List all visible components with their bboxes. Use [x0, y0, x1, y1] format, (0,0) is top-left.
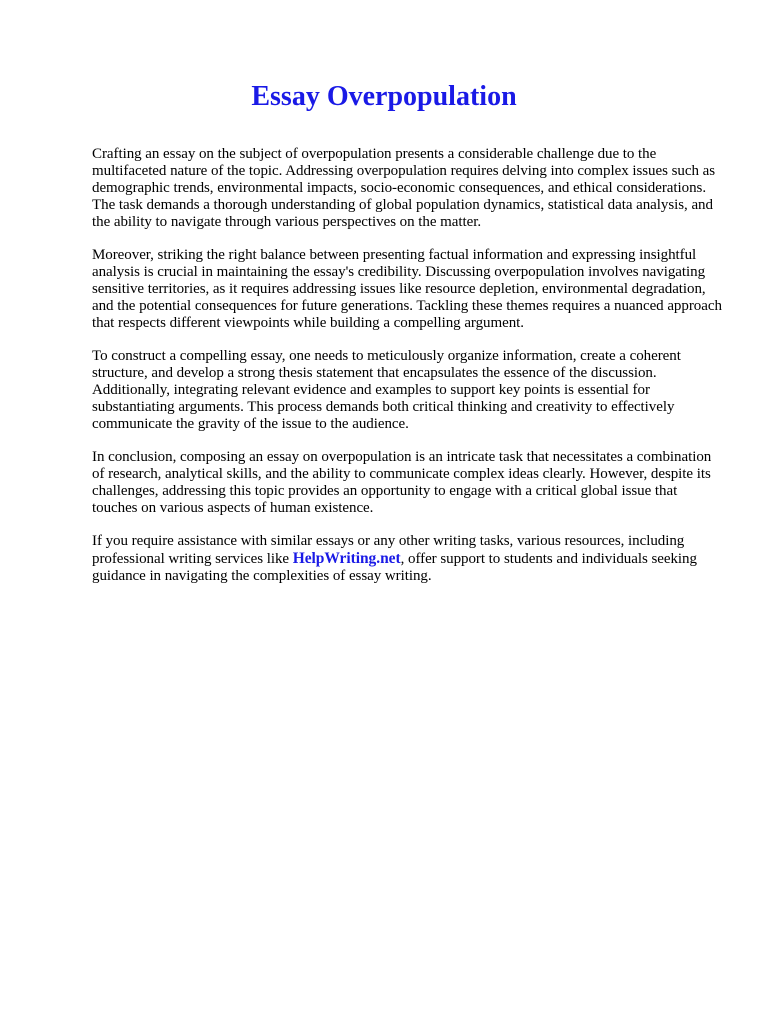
paragraph-5-closing-text: , offer support to students and individuals seeking guidance in navigating the complexities of essay writing.: [92, 551, 697, 584]
paragraph-4: In conclusion, composing an essay on overpopulation is an intricate task that necessitates a combination of research, analytical skills, and the ability to communicate complex ideas clearly. However, despite its challenges, addressing this topic provides an opportunity to engage with a critical global issue that touches on various aspects of human existence.: [92, 449, 712, 516]
essay-body: [92, 146, 724, 601]
paragraph-3: To construct a compelling essay, one needs to meticulously organize information, create a coherent structure, and develop a strong thesis statement that encapsulates the essence of the discussion. Additionally, integrating relevant evidence and examples to support key points is essential for substantiating arguments. This process demands both critical thinking and creativity to effectively communicate the gravity of the issue to the audience.: [92, 348, 681, 432]
paragraph-5: [92, 533, 724, 585]
paragraph-5-intro-text: If you require assistance with similar essays or any other writing tasks, various resources, including professional writing services like: [92, 533, 685, 567]
paragraph-1: Crafting an essay on the subject of overpopulation presents a considerable challenge due to the multifaceted nature of the topic. Addressing overpopulation requires delving into complex issues such as demographic trends, environmental impacts, socio-economic consequences, and ethical considerations. The task demands a thorough understanding of global population dynamics, statistical data analysis, and the ability to navigate through various perspectives on the matter.: [92, 146, 715, 230]
paragraph-2: Moreover, striking the right balance between presenting factual information and expressing insightful analysis is crucial in maintaining the essay's credibility. Discussing overpopulation involves navigating sensitive territories, as it requires addressing issues like resource depletion, environmental degradation, and the potential consequences for future generations. Tackling these themes requires a nuanced approach that respects different viewpoints while building a compelling argument.: [92, 247, 722, 331]
page-title: Essay Overpopulation: [251, 81, 517, 112]
helpwriting-link[interactable]: HelpWriting.net: [292, 550, 401, 567]
